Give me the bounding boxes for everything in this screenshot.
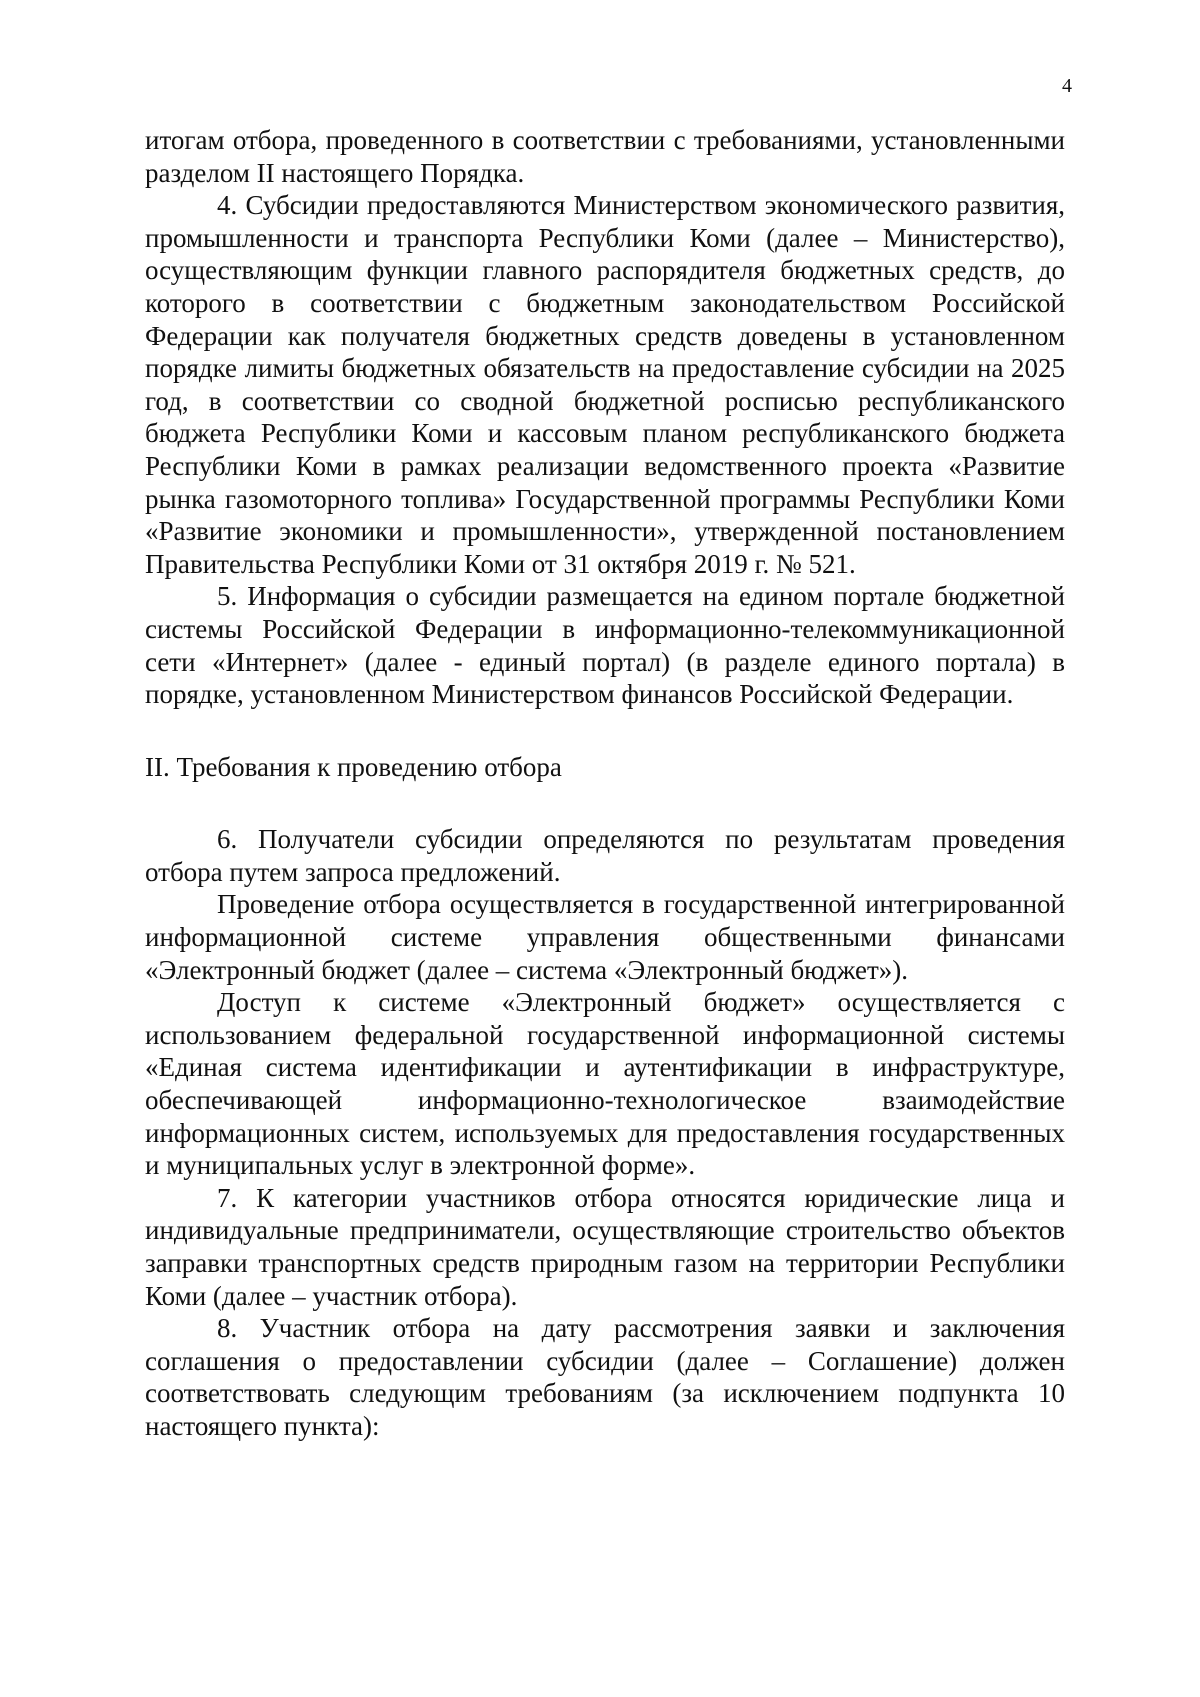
paragraph-selection-system: Проведение отбора осуществляется в государственной интегрированной информационной системе управления общественными финансами «Электронный бюджет (далее – система «Электронный бюджет»).	[145, 889, 1065, 985]
document-body	[145, 124, 1065, 1443]
paragraph-item-4: 4. Субсидии предоставляются Министерством экономического развития, промышленности и транспорта Республики Коми (далее – Министерство), осуществляющим функции главного распорядителя бюджетных средств, до которого в соответствии с бюджетным законодательством Российской Федерации как получателя бюджетных средств доведены в установленном порядке лимиты бюджетных обязательств на предоставление субсидии на 2025 год, в соответствии со сводной бюджетной росписью республиканского бюджета Республики Коми и кассовым планом республиканского бюджета Республики Коми в рамках реализации ведомственного проекта «Развитие рынка газомоторного топлива» Государственной программы Республики Коми «Развитие экономики и промышленности», утвержденной постановлением Правительства Республики Коми от 31 октября 2019 г. № 521.	[145, 190, 1065, 579]
page-number: 4	[1062, 75, 1072, 97]
paragraph-item-5: 5. Информация о субсидии размещается на едином портале бюджетной системы Российской Федерации в информационно-телекоммуникационной сети «Интернет» (далее - единый портал) (в разделе единого портала) в порядке, установленном Министерством финансов Российской Федерации.	[145, 581, 1065, 710]
paragraph-item-7: 7. К категории участников отбора относятся юридические лица и индивидуальные предприниматели, осуществляющие строительство объектов заправки транспортных средств природным газом на территории Республики Коми (далее – участник отбора).	[145, 1182, 1065, 1311]
paragraph-item-6: 6. Получатели субсидии определяются по результатам проведения отбора путем запроса предложений.	[145, 824, 1065, 887]
paragraph-continuation: итогам отбора, проведенного в соответствии с требованиями, установленными разделом II настоящего Порядка.	[145, 125, 1065, 188]
section-heading: II. Требования к проведению отбора	[145, 751, 562, 782]
paragraph-system-access: Доступ к системе «Электронный бюджет» осуществляется с использованием федеральной государственной информационной системы «Единая система идентификации и аутентификации в инфраструктуре, обеспечивающей информационно-технологическое взаимодействие информационных систем, используемых для предоставления государственных и муниципальных услуг в электронной форме».	[145, 987, 1065, 1181]
paragraph-item-8: 8. Участник отбора на дату рассмотрения заявки и заключения соглашения о предоставлении субсидии (далее – Соглашение) должен соответствовать следующим требованиям (за исключением подпункта 10 настоящего пункта):	[145, 1313, 1065, 1441]
